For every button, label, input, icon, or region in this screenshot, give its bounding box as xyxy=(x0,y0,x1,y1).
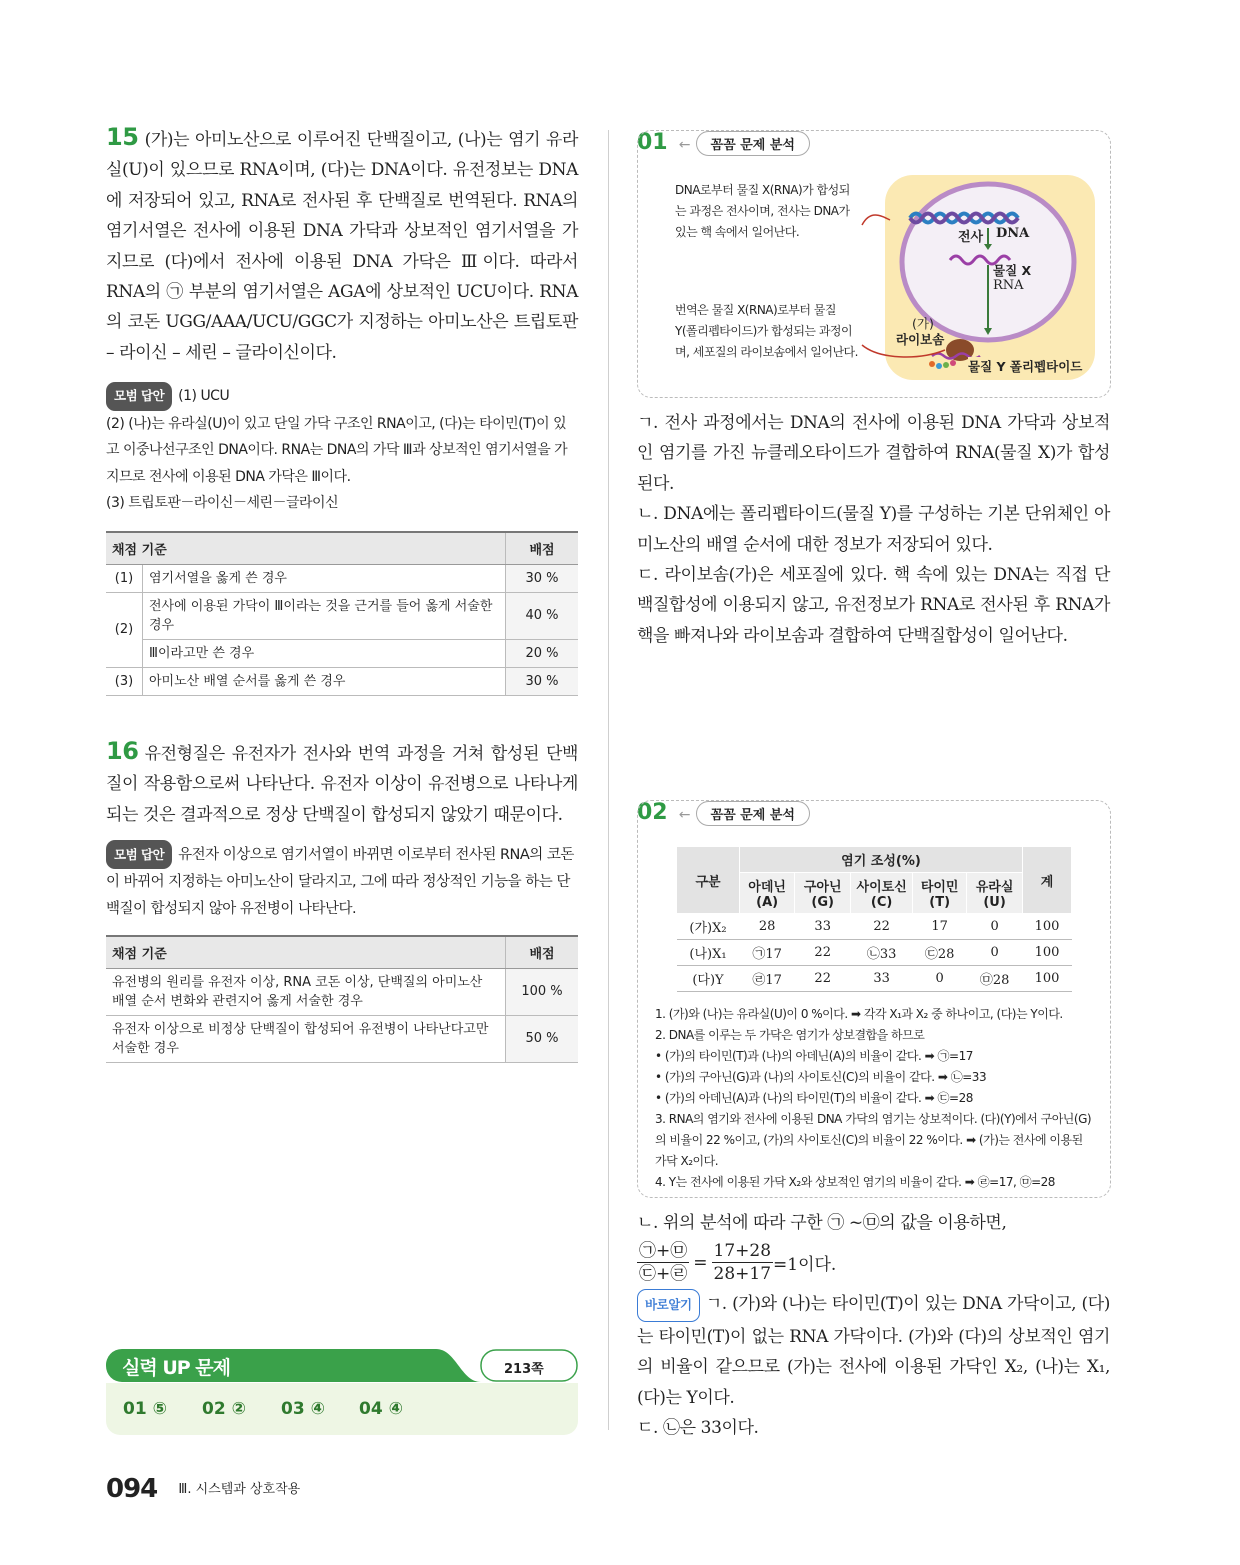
cell: 17 xyxy=(913,914,967,940)
cell: ㉤28 xyxy=(967,966,1023,992)
lbl-polypeptide: 물질 Y 폴리펩타이드 xyxy=(968,359,1083,374)
row-number: (3) xyxy=(106,667,143,695)
cell: 33 xyxy=(851,966,913,992)
arrow-left-icon: ← xyxy=(678,137,691,153)
q16-model-answer xyxy=(106,840,578,923)
amino-acid-icon xyxy=(929,361,935,367)
cell: ㉠17 xyxy=(740,940,795,966)
row-number: (2) xyxy=(106,592,143,667)
analysis-note: • (가)의 아데닌(A)과 (나)의 타이민(T)의 비율이 같다. ➡ ㉢=28 xyxy=(655,1091,973,1105)
arrow-left-icon: ← xyxy=(678,807,691,823)
r01-explanation xyxy=(637,408,1110,651)
cell: 0 xyxy=(967,914,1023,940)
cell: 22 xyxy=(851,914,913,940)
page-footer xyxy=(106,1474,300,1504)
model-answer-badge: 모범 답안 xyxy=(106,382,172,411)
r01-p3: ㄷ. 라이보솜(가)은 세포질에 있다. 핵 속에 있는 DNA는 직접 단백질합성에 이용되지 않고, 유전정보가 RNA로 전사된 후 RNA가 핵을 빠져나와 라이보솜과 결합하여 단백질합성이 일어난다. xyxy=(637,565,1110,646)
answer-04: 04 ④ xyxy=(359,1399,403,1419)
fraction-left xyxy=(637,1240,689,1285)
lbl-ribosome: 라이보솜 xyxy=(896,332,945,347)
answer-01: 01 ⑤ xyxy=(123,1399,167,1419)
page-number: 094 xyxy=(106,1474,158,1504)
th-total: 계 xyxy=(1023,847,1072,914)
r01-p1: ㄱ. 전사 과정에서는 DNA의 전사에 이용된 DNA 가닥과 상보적인 염기를 가진 뉴클레오타이드가 결합하여 RNA(물질 X)가 합성된다. xyxy=(637,413,1110,494)
q15-number: 15 xyxy=(106,123,139,151)
q15-ans3: (3) 트립토판－라이신－세린－글라이신 xyxy=(106,495,339,512)
fraction-right xyxy=(712,1240,774,1285)
table-row xyxy=(677,914,1072,940)
table-row xyxy=(106,968,578,1015)
section-title: Ⅲ. 시스템과 상호작용 xyxy=(178,1482,301,1497)
cell: 22 xyxy=(795,940,851,966)
fraction-numerator: ㉠+㉤ xyxy=(639,1241,688,1262)
cell: 33 xyxy=(795,914,851,940)
table-header-criterion: 채점 기준 xyxy=(106,936,506,969)
cell: 28 xyxy=(740,914,795,940)
row-name: (다)Y xyxy=(677,966,740,992)
table-row xyxy=(106,1015,578,1062)
q15-explanation xyxy=(106,122,578,368)
row-score: 40 % xyxy=(506,592,579,639)
cell: 0 xyxy=(967,940,1023,966)
row-score: 30 % xyxy=(506,564,579,592)
q16-answer: 유전자 이상으로 염기서열이 바뀌면 이로부터 전사된 RNA의 코돈이 바뀌어 지정하는 아미노산이 달라지고, 그에 따라 정상적인 기능을 하는 단백질이 합성되지 않아 유전병이 나타난다. xyxy=(106,846,574,917)
cell: 100 xyxy=(1023,914,1072,940)
cell: ㉣17 xyxy=(740,966,795,992)
row-score: 50 % xyxy=(506,1015,579,1062)
row-criterion: 유전자 이상으로 비정상 단백질이 합성되어 유전병이 나타난다고만 서술한 경우 xyxy=(106,1015,506,1062)
table-row xyxy=(677,940,1072,966)
cell: 100 xyxy=(1023,966,1072,992)
r01-p2: ㄴ. DNA에는 폴리펩타이드(물질 Y)를 구성하는 기본 단위체인 아미노산의 배열 순서에 대한 정보가 저장되어 있다. xyxy=(637,504,1110,555)
th-adenine: 아데닌 (A) xyxy=(740,873,795,914)
row-criterion: 전사에 이용된 가닥이 Ⅲ이라는 것을 근거를 들어 옳게 서술한 경우 xyxy=(143,592,506,639)
analysis-note: 2. DNA를 이루는 두 가닥은 염기가 상보결합을 하므로 xyxy=(655,1028,925,1042)
amino-acid-icon xyxy=(936,363,942,369)
r02-p3: ㄷ. ㉡은 33이다. xyxy=(637,1418,759,1439)
skill-up-box xyxy=(106,1349,578,1435)
row-name: (나)X₁ xyxy=(677,940,740,966)
cell: ㉢28 xyxy=(913,940,967,966)
fraction-result: =1이다. xyxy=(773,1255,837,1276)
fraction-denominator: ㉢+㉣ xyxy=(639,1264,688,1285)
r02-number: 02 xyxy=(637,800,668,825)
row-score: 30 % xyxy=(506,667,579,695)
r02-explanation xyxy=(637,1208,1110,1443)
correction-badge: 바로알기 xyxy=(637,1289,700,1321)
r01-note2: 번역은 물질 X(RNA)로부터 물질 Y(폴리펩타이드)가 합성되는 과정이며, 세포질의 라이보솜에서 일어난다. xyxy=(675,303,858,359)
row-number: (1) xyxy=(106,564,143,592)
analysis-note: 4. Y는 전사에 이용된 가닥 X₂와 상보적인 염기의 비율이 같다. ➡ ㉣=17, ㉤=28 xyxy=(655,1175,1055,1189)
base-composition-table xyxy=(676,846,1072,992)
th-group: 구분 xyxy=(677,847,740,914)
r02-analysis-notes xyxy=(655,1004,1095,1193)
r02-p2 xyxy=(637,1289,1110,1413)
table-row xyxy=(106,667,578,695)
answer-02: 02 ② xyxy=(202,1399,246,1419)
left-column xyxy=(106,122,578,1063)
table-row xyxy=(677,966,1072,992)
th-composition: 염기 조성(%) xyxy=(740,847,1023,873)
r01-note1: DNA로부터 물질 X(RNA)가 합성되는 과정은 전사이며, 전사는 DNA가 있는 핵 속에서 일어난다. xyxy=(675,183,850,239)
cell: 0 xyxy=(913,966,967,992)
q16-explanation xyxy=(106,736,578,830)
skill-up-title: 실력 UP 문제 xyxy=(122,1357,230,1379)
skill-up-answers-bg xyxy=(106,1383,578,1435)
row-criterion: 염기서열을 옳게 쓴 경우 xyxy=(143,564,506,592)
lbl-transcription: 전사 xyxy=(958,226,983,245)
column-divider xyxy=(608,130,609,1430)
q15-text: (가)는 아미노산으로 이루어진 단백질이고, (나)는 염기 유라실(U)이 있으므로 RNA이며, (다)는 DNA이다. 유전정보는 DNA에 저장되어 있고, RNA로 전사된 후 단백질로 번역된다. RNA의 염기서열은 전사에 이용된 DNA 가닥과 상보적인 염기서열을 가지므로 (다)에서 전사에 이용된 DNA 가닥은 Ⅲ이다. 따라서 RNA의 ㉠ 부분의 염기서열은 AGA에 상보적인 UCU이다. RNA의 코돈 UGG/AAA/UCU/GGC가 지정하는 아미노산은 트립토판 – 라이신 – 세린 – 글라이신이다. xyxy=(106,130,578,363)
table-row xyxy=(106,639,578,667)
analysis-note: • (가)의 타이민(T)과 (나)의 아데닌(A)의 비율이 같다. ➡ ㉠=17 xyxy=(655,1049,973,1063)
q15-score-table xyxy=(106,531,578,696)
th-thymine: 타이민 (T) xyxy=(913,873,967,914)
analysis-note: • (가)의 구아닌(G)과 (나)의 사이토신(C)의 비율이 같다. ➡ ㉡=33 xyxy=(655,1070,987,1084)
fraction-numerator: 17+28 xyxy=(713,1241,772,1262)
q16-score-table xyxy=(106,935,578,1063)
table-header-score: 배점 xyxy=(506,532,579,565)
row-score: 20 % xyxy=(506,639,579,667)
row-score: 100 % xyxy=(506,968,579,1015)
lbl-dna: DNA xyxy=(996,226,1030,241)
row-criterion: 아미노산 배열 순서를 옳게 쓴 경우 xyxy=(143,667,506,695)
lbl-ga: (가) xyxy=(912,316,934,331)
table-header-criterion: 채점 기준 xyxy=(106,532,506,565)
amino-acid-icon xyxy=(943,362,949,368)
cell: 22 xyxy=(795,966,851,992)
q15-model-answer xyxy=(106,382,578,517)
fraction-denominator: 28+17 xyxy=(713,1264,772,1285)
row-name: (가)X₂ xyxy=(677,914,740,940)
r01-number: 01 xyxy=(637,130,668,155)
amino-acid-icon xyxy=(950,360,956,366)
th-guanine: 구아닌 (G) xyxy=(795,873,851,914)
lbl-rna: RNA xyxy=(993,278,1024,293)
analysis-note: 3. RNA의 염기와 전사에 이용된 DNA 가닥의 염기는 상보적이다. (다)(Y)에서 구아닌(G)의 비율이 22 %이고, (가)의 사이토신(C)의 비율이 22 %이다. ➡ (가)는 전사에 이용된 가닥 X₂이다. xyxy=(655,1112,1092,1168)
q15-ans1: (1) UCU xyxy=(178,388,230,405)
lbl-substance-x: 물질 X xyxy=(993,263,1032,278)
analysis-label: 꼼꼼 문제 분석 xyxy=(696,801,810,826)
table-row xyxy=(106,592,578,639)
row-criterion: 유전병의 원리를 유전자 이상, RNA 코돈 이상, 단백질의 아미노산 배열 순서 변화와 관련지어 옳게 서술한 경우 xyxy=(106,968,506,1015)
model-answer-badge: 모범 답안 xyxy=(106,840,172,869)
cell: ㉡33 xyxy=(851,940,913,966)
cell: 100 xyxy=(1023,940,1072,966)
equals-sign-icon: = xyxy=(693,1252,708,1273)
th-uracil: 유라실 (U) xyxy=(967,873,1023,914)
answer-03: 03 ④ xyxy=(281,1399,325,1419)
table-row xyxy=(106,564,578,592)
fraction-equation xyxy=(637,1240,1110,1285)
th-cytosine: 사이토신 (C) xyxy=(851,873,913,914)
analysis-note: 1. (가)와 (나)는 유라실(U)이 0 %이다. ➡ 각각 X₁과 X₂ 중 하나이고, (다)는 Y이다. xyxy=(655,1007,1063,1021)
table-header-score: 배점 xyxy=(506,936,579,969)
q15-ans2: (2) (나)는 유라실(U)이 있고 단일 가닥 구조인 RNA이고, (다)는 타이민(T)이 있고 이중나선구조인 DNA이다. RNA는 DNA의 가닥 Ⅲ과 상보적인 염기서열을 가지므로 전사에 이용된 DNA 가닥은 Ⅲ이다. xyxy=(106,415,568,485)
skill-up-page: 213쪽 xyxy=(504,1362,544,1377)
q16-text: 유전형질은 유전자가 전사와 번역 과정을 거쳐 합성된 단백질이 작용함으로써 나타난다. 유전자 이상이 유전병으로 나타나게 되는 것은 결과적으로 정상 단백질이 합성되지 않았기 때문이다. xyxy=(106,743,578,825)
row-criterion: Ⅲ이라고만 쓴 경우 xyxy=(143,639,506,667)
q16-number: 16 xyxy=(106,736,139,765)
r02-p2-text: ㄱ. (가)와 (나)는 타이민(T)이 있는 DNA 가닥이고, (다)는 타이민(T)이 없는 RNA 가닥이다. (가)와 (다)의 상보적인 염기의 비율이 같으므로 (가)는 전사에 이용된 가닥인 X₂, (나)는 X₁, (다)는 Y이다. xyxy=(637,1294,1110,1408)
cell-diagram xyxy=(850,170,1100,385)
analysis-label: 꼼꼼 문제 분석 xyxy=(696,131,810,156)
r02-p1: ㄴ. 위의 분석에 따라 구한 ㉠ ~㉤의 값을 이용하면, xyxy=(637,1213,1007,1233)
